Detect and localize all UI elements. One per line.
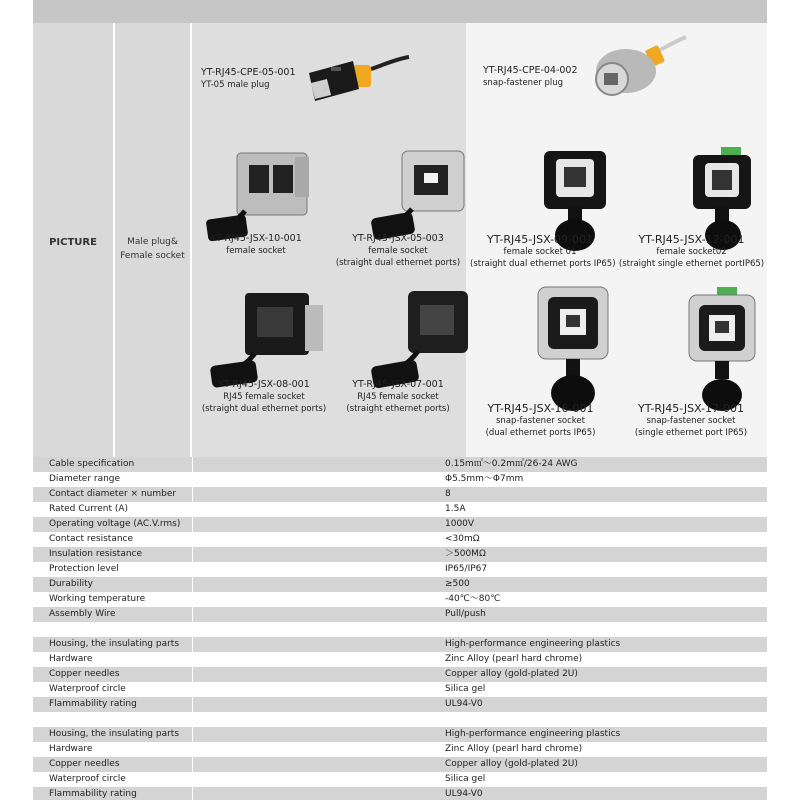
spec-row xyxy=(33,712,767,727)
spec-name: Copper needles xyxy=(49,669,120,679)
spec-name: Cable specification xyxy=(49,459,135,469)
product-code: YT-RJ45-JSX-05-003 xyxy=(352,233,444,244)
product-desc: YT-05 male plug xyxy=(201,80,270,90)
product-desc2: (straight single ethernet portIP65) xyxy=(618,259,765,269)
product-desc: female socket xyxy=(226,246,286,256)
product-code: YT-RJ45-JSX-12-001 xyxy=(638,233,745,246)
spec-name: Protection level xyxy=(49,564,119,574)
spec-name: Durability xyxy=(49,579,93,589)
product-desc2: (straight dual ethernet ports) xyxy=(335,258,461,268)
column-divider xyxy=(192,607,193,622)
product-caption-p9 xyxy=(473,403,608,439)
spec-value: 1000V xyxy=(445,519,475,529)
product-code: YT-RJ45-CPE-04-002 xyxy=(483,65,578,76)
spec-row xyxy=(33,682,767,697)
spec-value: Copper alloy (gold-plated 2U) xyxy=(445,669,578,679)
product-caption-p1 xyxy=(201,67,296,91)
picture-section xyxy=(33,23,767,457)
spec-value: 8 xyxy=(445,489,451,499)
spec-row xyxy=(33,532,767,547)
column-divider xyxy=(192,487,193,502)
product-caption-p10 xyxy=(621,403,761,439)
spec-row xyxy=(33,622,767,637)
spec-name: Diameter range xyxy=(49,474,121,484)
column-divider xyxy=(192,787,193,800)
spec-value: Zinc Alloy (pearl hard chrome) xyxy=(445,654,583,664)
column-divider xyxy=(192,622,193,637)
product-caption-p4 xyxy=(333,233,463,269)
type-label xyxy=(115,235,190,263)
spec-value: Zinc Alloy (pearl hard chrome) xyxy=(445,744,583,754)
column-divider xyxy=(192,472,193,487)
spec-row xyxy=(33,502,767,517)
spec-row xyxy=(33,697,767,712)
spec-value: -40℃～80℃ xyxy=(445,594,501,604)
spec-value: 1.5A xyxy=(445,504,466,514)
spec-value: 0.15m㎡～0.2m㎡/26-24 AWG xyxy=(445,459,578,469)
snap-fastener-plug-image xyxy=(588,31,688,101)
male-plug-image xyxy=(301,39,411,109)
column-divider xyxy=(192,712,193,727)
column-divider xyxy=(192,547,193,562)
female-socket-image xyxy=(205,143,325,243)
spec-value: UL94-V0 xyxy=(445,699,483,709)
column-divider xyxy=(192,592,193,607)
spec-name: Copper needles xyxy=(49,759,120,769)
product-caption-p3 xyxy=(201,233,311,257)
spec-name: Rated Current (A) xyxy=(49,504,129,514)
product-desc2: (single ethernet port IP65) xyxy=(634,428,748,438)
product-caption-p7 xyxy=(199,379,329,415)
column-divider xyxy=(192,667,193,682)
product-desc: RJ45 female socket xyxy=(223,392,305,402)
spec-value: Silica gel xyxy=(445,684,486,694)
product-caption-p6 xyxy=(618,234,765,270)
column-divider xyxy=(192,517,193,532)
spec-row xyxy=(33,667,767,682)
spec-value: ＞500MΩ xyxy=(445,549,486,559)
product-desc2: (straight dual ethernet ports IP65) xyxy=(470,259,616,269)
column-divider xyxy=(192,697,193,712)
spec-row xyxy=(33,607,767,622)
spec-value: Silica gel xyxy=(445,774,486,784)
column-divider xyxy=(192,502,193,517)
column-divider xyxy=(192,652,193,667)
column-divider xyxy=(192,727,193,742)
product-code: YT-RJ45-CPE-05-001 xyxy=(201,67,296,78)
spec-value: Φ5.5mm～Φ7mm xyxy=(445,474,524,484)
spec-name: Housing, the insulating parts xyxy=(49,729,180,739)
spec-name: Insulation resistance xyxy=(49,549,143,559)
spec-row xyxy=(33,742,767,757)
column-divider xyxy=(192,772,193,787)
spec-row xyxy=(33,772,767,787)
spec-row xyxy=(33,577,767,592)
type-label-line2: Female socket xyxy=(120,251,185,261)
spec-row xyxy=(33,457,767,472)
column-divider xyxy=(192,742,193,757)
product-desc: snap-fastener socket xyxy=(646,416,736,426)
spec-row xyxy=(33,517,767,532)
product-desc: snap-fastener socket xyxy=(496,416,585,426)
type-label-line1: Male plug& xyxy=(127,237,178,247)
product-desc2: (straight ethernet ports) xyxy=(346,404,450,414)
picture-label: PICTURE xyxy=(49,237,97,248)
product-caption-p8 xyxy=(333,379,463,415)
spec-name: Waterproof circle xyxy=(49,774,126,784)
product-caption-p5 xyxy=(470,233,616,270)
spec-row xyxy=(33,757,767,772)
column-divider xyxy=(192,682,193,697)
spec-name: Assembly Wire xyxy=(49,609,116,619)
column-divider xyxy=(192,577,193,592)
product-desc: female socket02 xyxy=(656,247,727,257)
column-divider xyxy=(192,532,193,547)
spec-value: IP65/IP67 xyxy=(445,564,488,574)
product-desc: snap-fastener plug xyxy=(483,78,564,88)
spec-name: Contact diameter × number xyxy=(49,489,177,499)
product-desc2: (dual ethernet ports IP65) xyxy=(485,428,596,438)
spec-name: Flammability rating xyxy=(49,699,137,709)
spec-row xyxy=(33,637,767,652)
product-desc2: (straight dual ethernet ports) xyxy=(201,404,327,414)
spec-row xyxy=(33,592,767,607)
spec-row xyxy=(33,487,767,502)
spec-value: UL94-V0 xyxy=(445,789,483,799)
spec-row xyxy=(33,547,767,562)
product-code: YT-RJ45-JSX-10-001 xyxy=(210,233,302,244)
column-divider xyxy=(192,757,193,772)
product-code: YT-RJ45-JSX-16-001 xyxy=(487,402,594,415)
spec-name: Flammability rating xyxy=(49,789,137,799)
spec-value: Pull/push xyxy=(445,609,486,619)
column-divider xyxy=(192,457,193,472)
spec-value: <30mΩ xyxy=(445,534,480,544)
product-desc: RJ45 female socket xyxy=(357,392,439,402)
spec-value: High-performance engineering plastics xyxy=(445,639,621,649)
female-socket-dual-image xyxy=(368,143,478,243)
column-divider xyxy=(192,562,193,577)
product-code: YT-RJ45-JSX-07-001 xyxy=(352,379,444,390)
spec-row xyxy=(33,562,767,577)
spec-name: Hardware xyxy=(49,654,93,664)
spec-name: Hardware xyxy=(49,744,93,754)
spec-name: Waterproof circle xyxy=(49,684,126,694)
product-desc: female socket xyxy=(368,246,428,256)
spec-value: ≥500 xyxy=(445,579,470,589)
spec-value: High-performance engineering plastics xyxy=(445,729,621,739)
snap-fastener-socket-single-image xyxy=(681,285,766,415)
product-code: YT-RJ45-JSX-08-001 xyxy=(218,379,310,390)
spec-row xyxy=(33,652,767,667)
column-divider xyxy=(192,637,193,652)
spec-value: Copper alloy (gold-plated 2U) xyxy=(445,759,578,769)
spec-name: Housing, the insulating parts xyxy=(49,639,180,649)
product-code: YT-RJ45-JSX-17-001 xyxy=(637,402,744,415)
spec-name: Working temperature xyxy=(49,594,146,604)
spec-row xyxy=(33,727,767,742)
top-header-bar xyxy=(33,0,767,23)
spec-table xyxy=(33,457,767,800)
spec-row xyxy=(33,787,767,800)
product-code: YT-RJ45-JSX-09-001 xyxy=(486,233,593,246)
product-caption-p2 xyxy=(483,65,578,89)
spec-name: Operating voltage (AC.V.rms) xyxy=(49,519,181,529)
product-desc: female socket 01 xyxy=(503,247,577,257)
snap-fastener-socket-dual-image xyxy=(528,285,618,415)
spec-row xyxy=(33,472,767,487)
spec-name: Contact resistance xyxy=(49,534,134,544)
